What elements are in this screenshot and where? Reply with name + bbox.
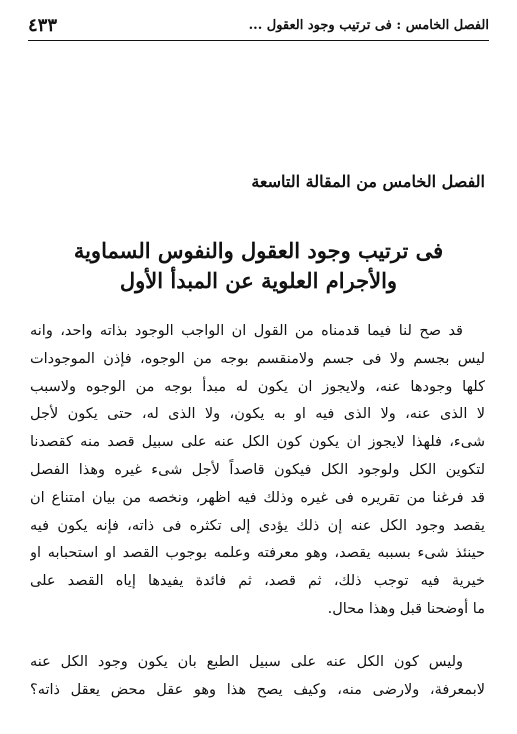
page-number: ٤٣٣ (28, 14, 58, 36)
text-line: ما أوضحنا قبل وهذا محال. (327, 600, 485, 617)
running-title: الفصل الخامس : فى ترتيب وجود العقول ... (248, 17, 489, 33)
text-line: كلها وجودها عنه، ولايجوز ان يكون له مبدأ بوجه من الوجوه ولاسبب (30, 378, 485, 395)
chapter-heading: الفصل الخامس من المقالة التاسعة (251, 172, 485, 191)
text-line: لا الذى عنه، ولا الذى فيه او به يكون، ولا الذى له، حتى يكون لأجل (30, 406, 485, 423)
header-rule (28, 40, 489, 41)
text-line: قد صح لنا فيما قدمناه من القول ان الواجب الوجود بذاته واحد، وانه (30, 323, 463, 339)
paragraph-2 (30, 648, 485, 704)
text-line: لتكوين الكل ولوجود الكل فيكون قاصداً لأجل شىء غيره وهذا الفصل (30, 461, 485, 478)
text-line: ليس بجسم ولا فى جسم ولامنقسم بوجه من الوجوه، فإذن الموجودات (30, 350, 485, 367)
chapter-title-line-1: فى ترتيب وجود العقول والنفوس السماوية (73, 238, 444, 263)
text-line: خيرية فيه توجب ذلك، ثم قصد، ثم فائدة يفيدها إياه القصد على (30, 573, 485, 590)
text-line: وليس كون الكل عنه على سبيل الطبع بان يكون وجود الكل عنه (30, 654, 463, 670)
text-line: يقصد وجود الكل عنه إن ذلك يؤدى إلى تكثره فى ذاته، فإنه يكون فيه (30, 517, 485, 534)
chapter-title-line-2: والأجرام العلوية عن المبدأ الأول (119, 268, 398, 293)
text-line: شىء، فلهذا لايجوز ان يكون كون الكل عنه على سبيل قصد منه كقصدنا (30, 434, 485, 451)
paragraph-1 (30, 318, 485, 624)
text-line: حينئذ شىء بسببه يقصد، وهو معرفته وعلمه بوجوب القصد او استحبابه او (30, 545, 485, 562)
running-header (28, 12, 489, 38)
text-line: قد فرغنا من تقريره فى غيره وذلك فيه اظهر، ونخصه من بيان امتناع ان (30, 489, 485, 506)
text-line: لابمعرفة، ولارضى منه، وكيف يصح هذا وهو عقل محض يعقل ذاته؟ (30, 682, 485, 698)
